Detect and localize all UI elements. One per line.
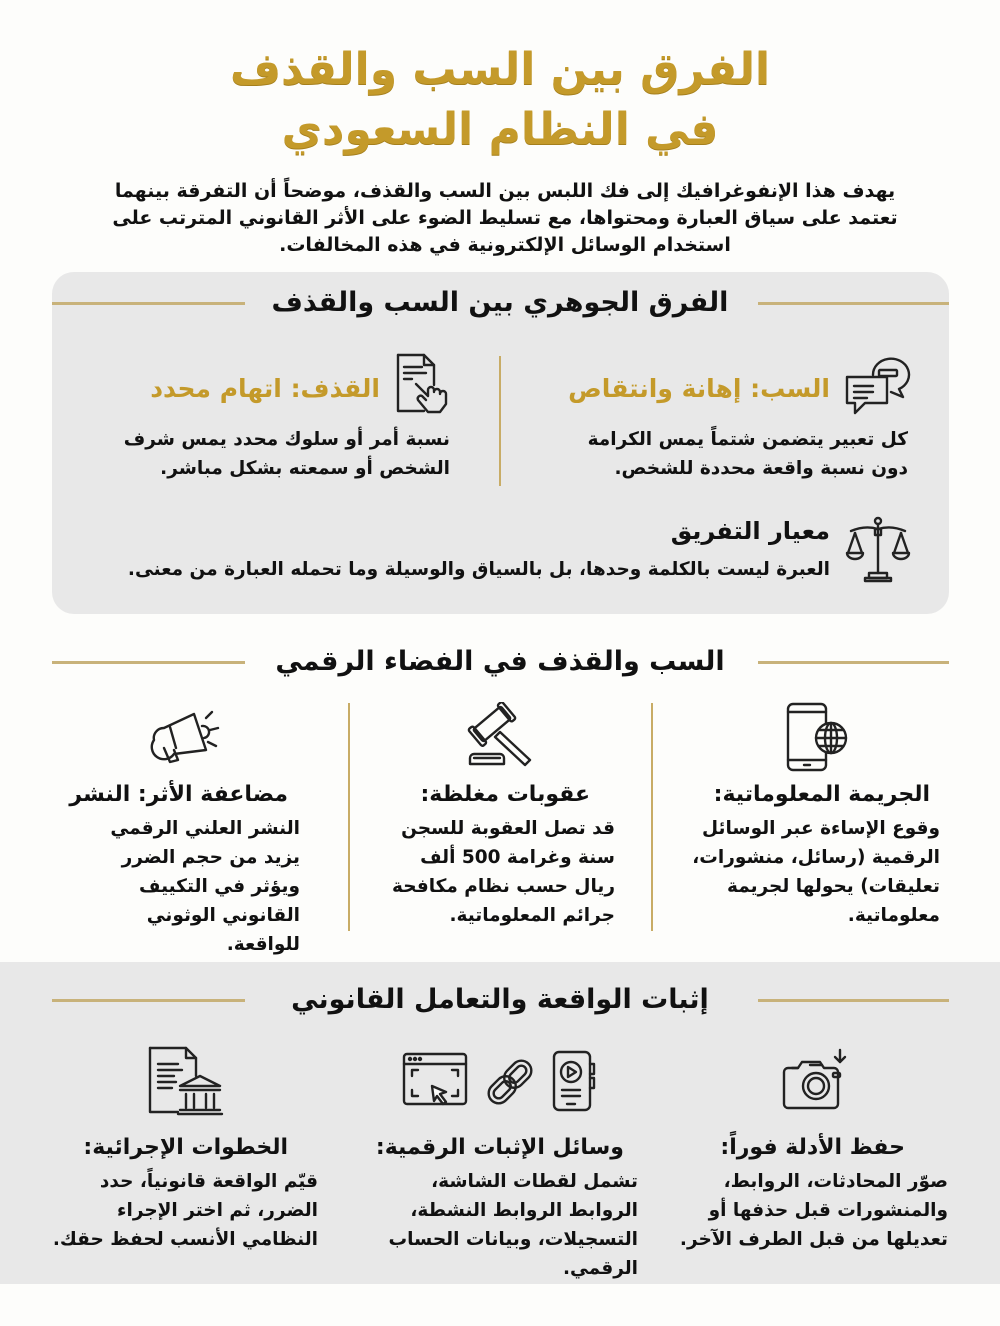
chain-link-icon xyxy=(478,1052,542,1112)
card-procedures-text: قيّم الواقعة قانونياً، حدد الضرر، ثم اختر الإجراء النظامي الأنسب لحفظ حقك. xyxy=(52,1171,318,1250)
section-2-heading: السب والقذف في الفضاء الرقمي xyxy=(275,646,725,677)
card-publishing-title: مضاعفة الأثر: النشر xyxy=(69,782,288,807)
card-preserve-evidence-text: صوّر المحادثات، الروابط، والمنشورات قبل حذفها أو تعديلها من قبل الطرف الآخر. xyxy=(679,1171,948,1250)
document-courthouse-icon xyxy=(146,1046,226,1118)
card-penalties-text: قد تصل العقوبة للسجن سنة وغرامة 500 ألف ريال حسب نظام مكافحة جرائم المعلوماتية. xyxy=(392,818,615,926)
smartphone-globe-icon xyxy=(785,702,849,772)
section-2-divider-left xyxy=(348,703,350,931)
criterion-text: العبرة ليست بالكلمة وحدها، بل بالسياق والوسيلة وما تحمله العبارة من معنى. xyxy=(127,559,830,580)
section-3-heading: إثبات الواقعة والتعامل القانوني xyxy=(291,984,709,1015)
card-procedures-title: الخطوات الإجرائية: xyxy=(83,1135,288,1160)
card-cybercrime-title: الجريمة المعلوماتية: xyxy=(713,782,930,807)
card-penalties-title: عقوبات مغلظة: xyxy=(420,782,590,807)
card-digital-proof-text: تشمل لقطات الشاشة، الروابط الروابط النشطة، التسجيلات، وبيانات الحساب الرقمي. xyxy=(388,1171,638,1279)
defamation-title: القذف: اتهام محدد xyxy=(150,374,380,403)
section-2-divider-right xyxy=(651,703,653,931)
defamation-text: نسبة أمر أو سلوك محدد يمس شرف الشخص أو سمعته بشكل مباشر. xyxy=(123,429,450,479)
section-1-heading: الفرق الجوهري بين السب والقذف xyxy=(271,287,729,318)
gavel-icon xyxy=(464,702,540,768)
scales-icon xyxy=(845,515,911,583)
screenshot-window-icon xyxy=(402,1052,468,1110)
card-digital-proof-title: وسائل الإثبات الرقمية: xyxy=(375,1135,624,1160)
criterion-title: معيار التفريق xyxy=(670,517,830,545)
insult-title: السب: إهانة وانتقاص xyxy=(568,374,830,403)
megaphone-icon xyxy=(150,710,220,770)
card-publishing-text: النشر العلني الرقمي يزيد من حجم الضرر ويؤثر في التكييف القانوني الوثوني للواقعة. xyxy=(110,818,300,955)
section-1-divider xyxy=(499,356,501,486)
insult-text: كل تعبير يتضمن شتماً يمس الكرامة دون نسبة واقعة محددة للشخص. xyxy=(587,429,908,479)
main-title-line-1: الفرق بين السب والقذف xyxy=(229,44,771,95)
chat-bubbles-icon xyxy=(843,355,913,417)
document-pointer-icon xyxy=(392,352,452,414)
main-title-line-2: في النظام السعودي xyxy=(281,104,719,155)
intro-paragraph: يهدف هذا الإنفوغرافيك إلى فك اللبس بين السب والقذف، موضحاً أن التفرقة بينهما تعتمد على سياق العبارة ومحتواها، مع تسليط الضوء على الأثر القانوني المترتب على استخدام الوسائل الإلكترونية في هذه المخالفات. xyxy=(112,180,898,256)
camera-download-icon xyxy=(780,1048,852,1112)
card-preserve-evidence-title: حفظ الأدلة فوراً: xyxy=(720,1135,905,1160)
video-phone-icon xyxy=(552,1050,598,1114)
card-cybercrime-text: وقوع الإساءة عبر الوسائل الرقمية (رسائل، منشورات، تعليقات) يحولها لجريمة معلوماتية. xyxy=(692,818,940,926)
